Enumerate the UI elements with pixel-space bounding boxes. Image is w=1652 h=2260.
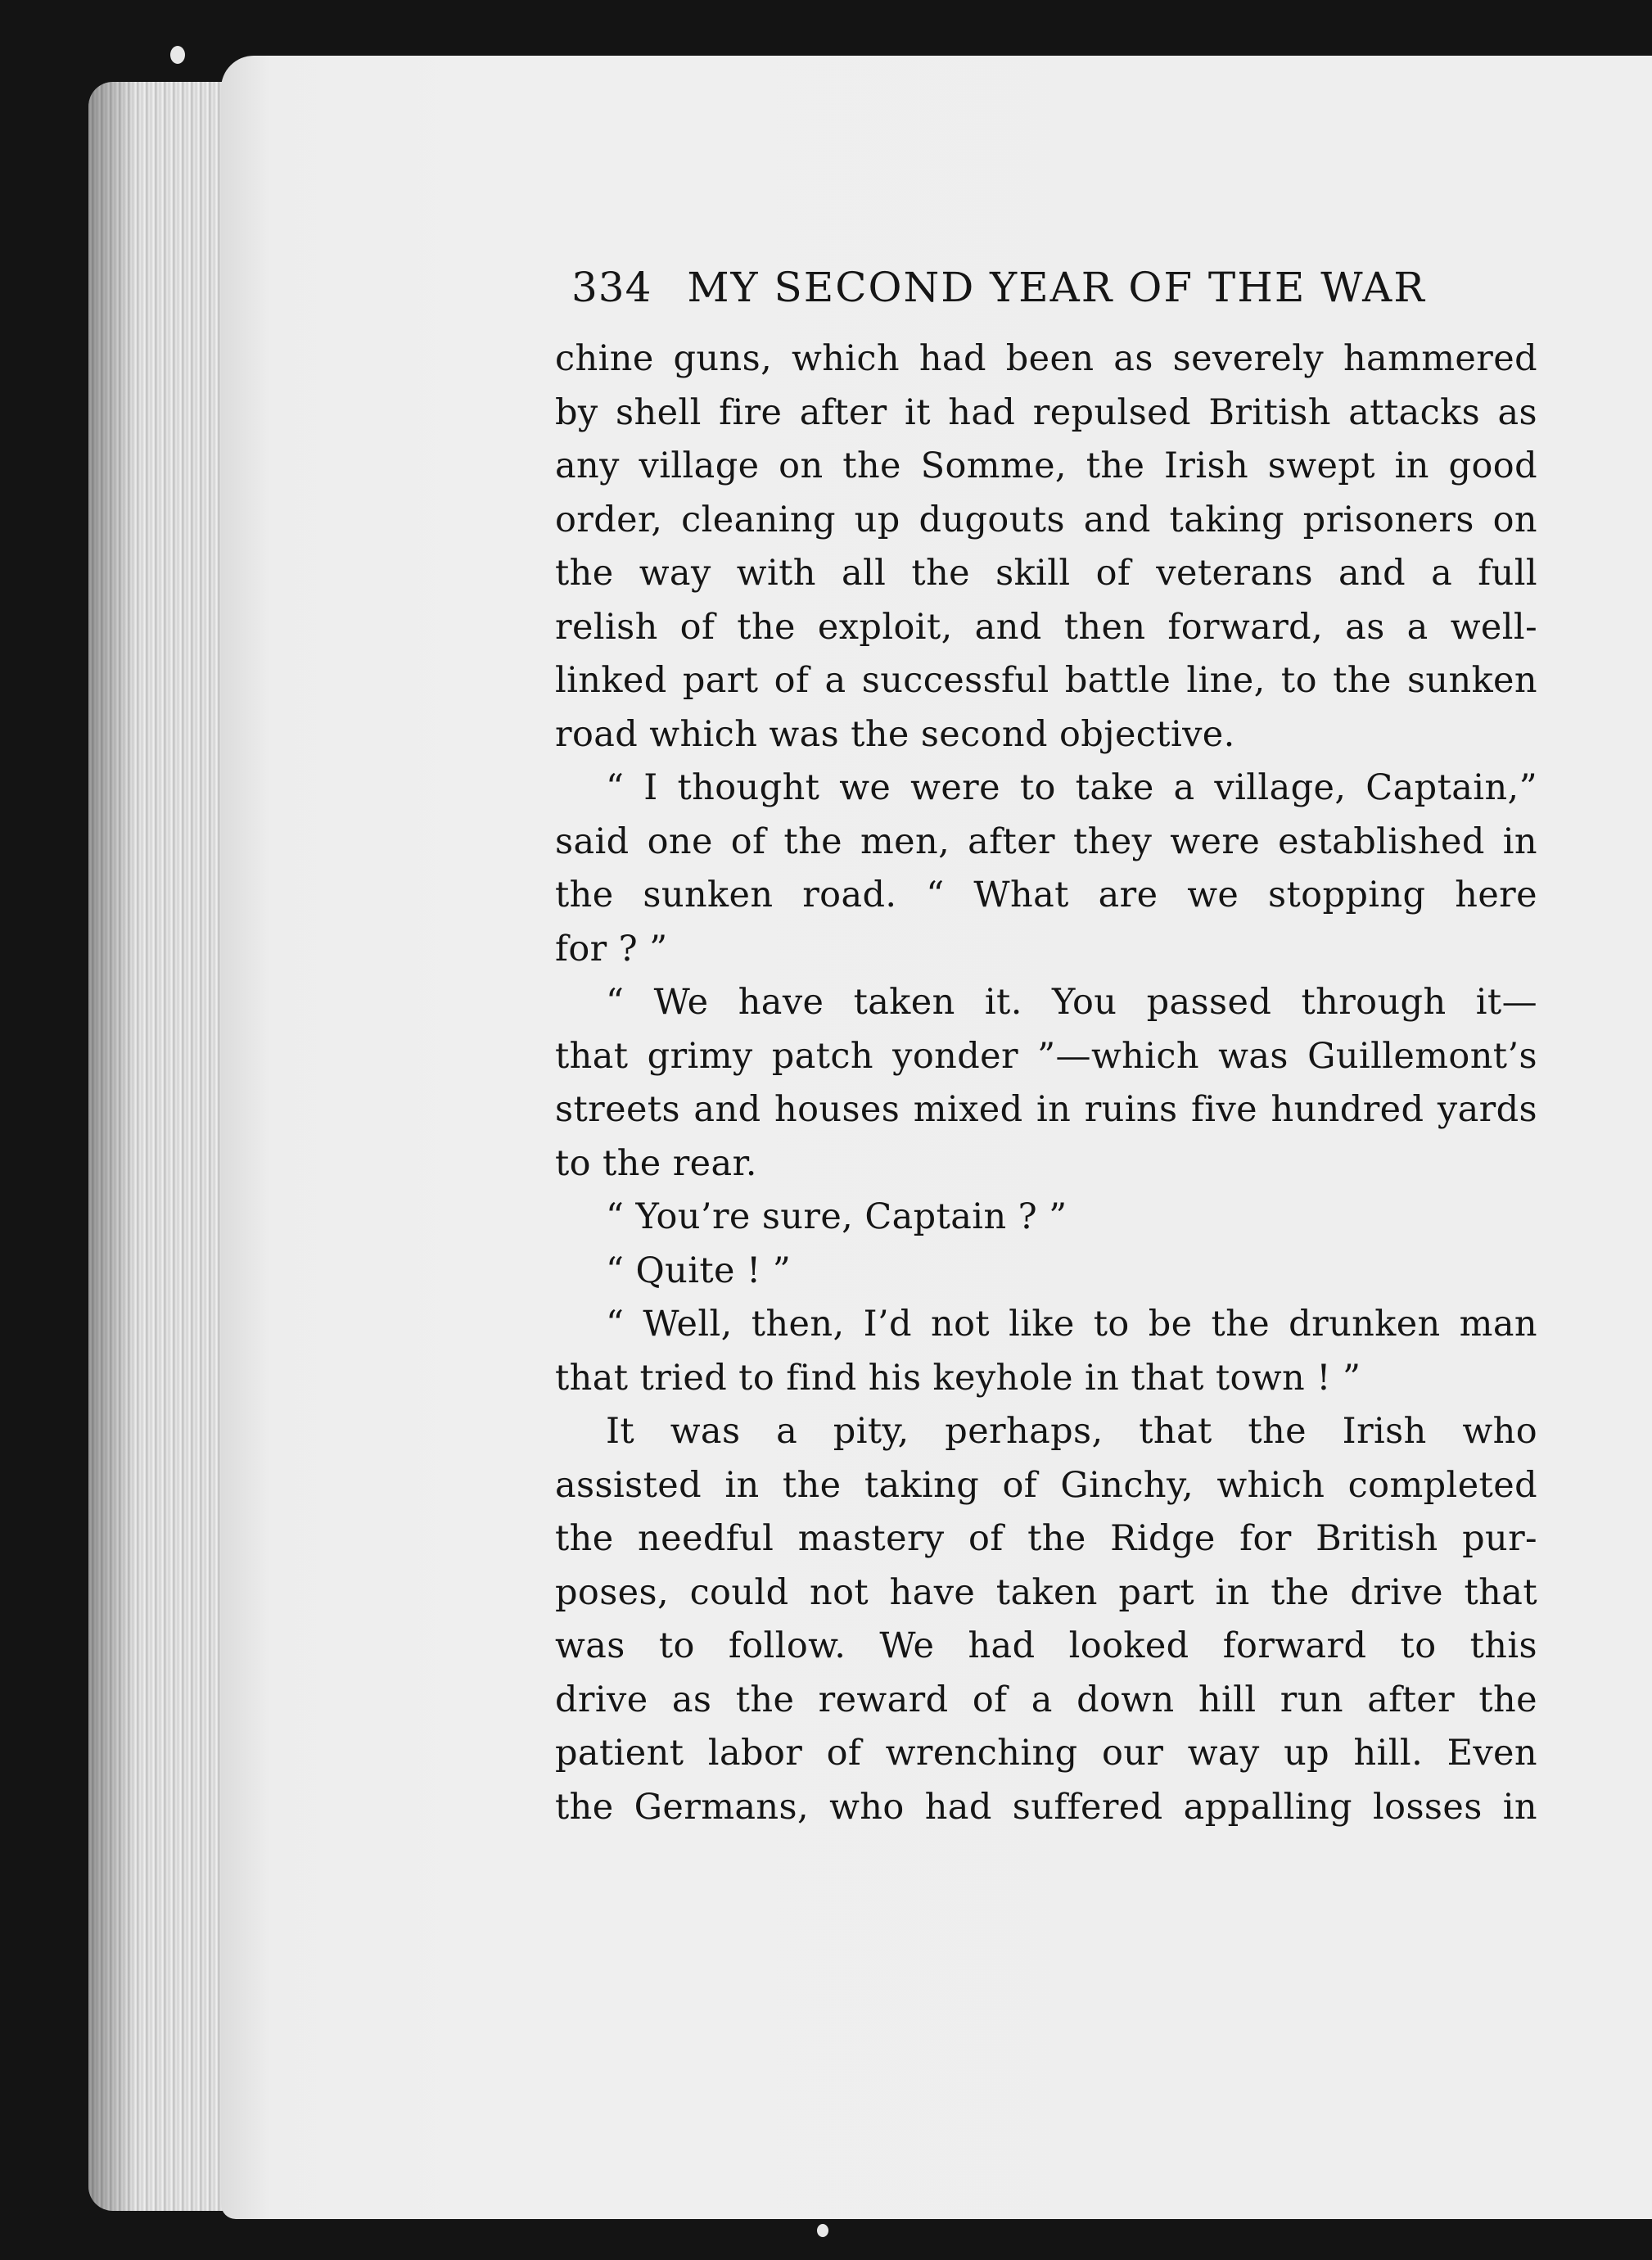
text-line: was to follow. We had looked forward to this [555, 1625, 1537, 1666]
running-header [571, 264, 1537, 313]
text-line: road which was the second objective. [555, 713, 1235, 755]
dust-speck [170, 46, 185, 64]
text-line: any village on the Somme, the Irish swept in good [555, 445, 1537, 486]
text-line: that grimy patch yonder ”—which was Guillemont’s [555, 1035, 1537, 1077]
text-line: relish of the exploit, and then forward, as a well- [555, 606, 1537, 648]
text-line: “ We have taken it. You passed through it— [606, 982, 1537, 1023]
text-line: streets and houses mixed in ruins five hundred yards [555, 1089, 1537, 1130]
text-line: order, cleaning up dugouts and taking prisoners on [555, 499, 1537, 540]
text-line: to the rear. [555, 1142, 757, 1184]
dust-speck [817, 2224, 828, 2237]
text-line: by shell fire after it had repulsed British attacks as [555, 391, 1537, 433]
text-line: assisted in the taking of Ginchy, which completed [555, 1464, 1537, 1506]
text-line: the way with all the skill of veterans and a full [555, 553, 1537, 594]
text-line: poses, could not have taken part in the drive that [555, 1571, 1537, 1613]
page-number: 334 [571, 264, 652, 311]
text-line: that tried to find his keyhole in that town ! ” [555, 1357, 1361, 1399]
text-line: It was a pity, perhaps, that the Irish who [606, 1411, 1537, 1452]
body-text [555, 332, 1537, 1834]
text-line: “ I thought we were to take a village, Captain,” [606, 767, 1537, 808]
text-line: patient labor of wrenching our way up hill. Even [555, 1733, 1537, 1774]
text-line: “ Quite ! ” [606, 1250, 792, 1291]
text-line: the needful mastery of the Ridge for British pur- [555, 1518, 1537, 1559]
text-line: for ? ” [555, 928, 668, 970]
text-line: the Germans, who had suffered appalling losses in [555, 1786, 1537, 1828]
running-title: MY SECOND YEAR OF THE WAR [687, 264, 1426, 311]
text-line: “ Well, then, I’d not like to be the drunken man [606, 1304, 1537, 1345]
text-line: drive as the reward of a down hill run after the [555, 1679, 1537, 1720]
text-line: said one of the men, after they were established in [555, 820, 1537, 862]
text-line: chine guns, which had been as severely hammered [555, 338, 1537, 379]
page-edge-shadow [88, 82, 138, 2211]
text-line: “ You’re sure, Captain ? ” [606, 1196, 1067, 1237]
text-line: linked part of a successful battle line, to the sunken [555, 660, 1537, 701]
text-line: the sunken road. “ What are we stopping here [555, 875, 1537, 915]
